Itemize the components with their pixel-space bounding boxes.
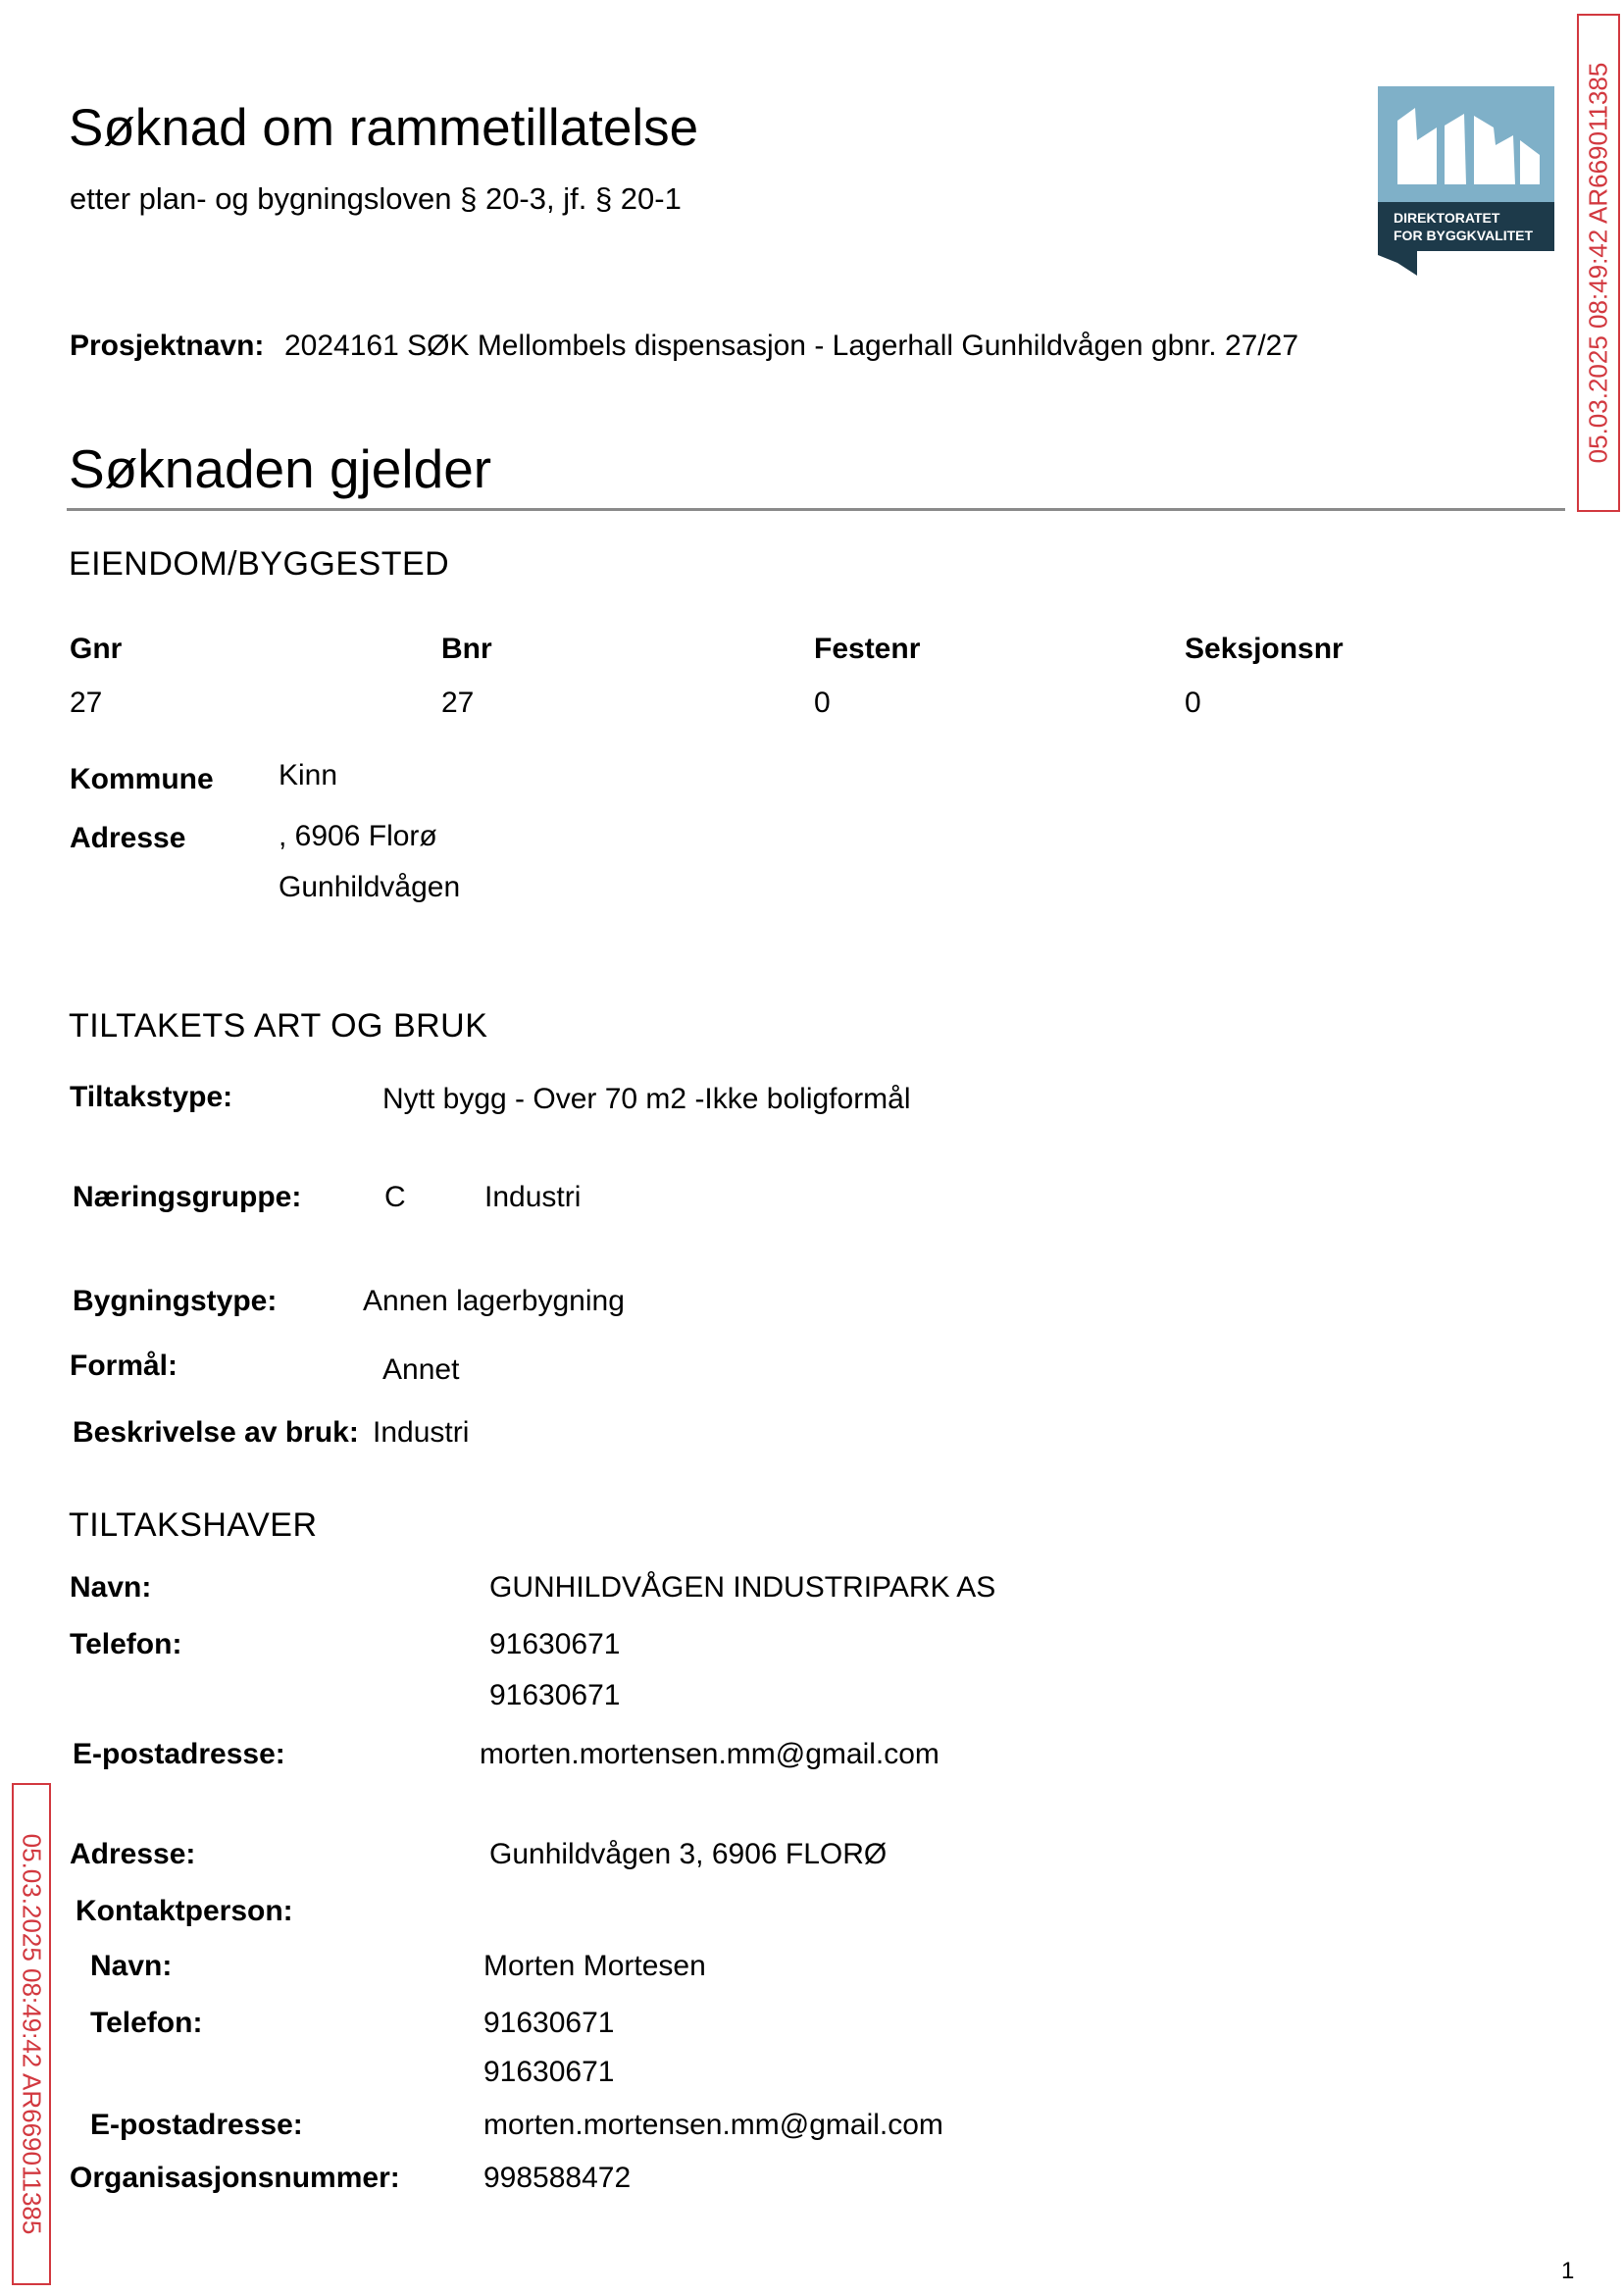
project-label: Prosjektnavn: <box>70 330 265 362</box>
section-title: Søknaden gjelder <box>69 438 492 499</box>
stamp-text: 05.03.2025 08:49:42 AR669011385 <box>17 1833 47 2235</box>
document-title: Søknad om rammetillatelse <box>69 99 699 157</box>
tiltakstype-value: Nytt bygg - Over 70 m2 -Ikke boligformål <box>382 1083 911 1115</box>
col-bnr-label: Bnr <box>441 633 492 665</box>
th-navn-value: GUNHILDVÅGEN INDUSTRIPARK AS <box>489 1571 996 1604</box>
gnr-value: 27 <box>70 687 103 719</box>
eiendom-heading: EIENDOM/BYGGESTED <box>69 545 450 583</box>
tiltak-heading: TILTAKETS ART OG BRUK <box>69 1007 488 1045</box>
document-subtitle: etter plan- og bygningsloven § 20-3, jf. § 20-1 <box>70 181 682 216</box>
adresse-label: Adresse <box>70 822 186 854</box>
th-telefon-label: Telefon: <box>70 1628 182 1660</box>
orgnr-label: Organisasjonsnummer: <box>70 2162 400 2194</box>
festenr-value: 0 <box>814 687 831 719</box>
dibk-logo-mark <box>1378 86 1554 276</box>
kp-navn-value: Morten Mortesen <box>483 1950 706 1982</box>
formal-label: Formål: <box>70 1350 178 1382</box>
th-epost-value: morten.mortensen.mm@gmail.com <box>480 1738 939 1770</box>
dibk-logo <box>1378 86 1554 276</box>
th-navn-label: Navn: <box>70 1571 152 1604</box>
adresse-line2: Gunhildvågen <box>279 871 461 903</box>
formal-value: Annet <box>382 1353 460 1386</box>
kp-epost-label: E-postadresse: <box>90 2109 303 2141</box>
naeringsgruppe-code: C <box>384 1181 406 1213</box>
adresse-line1: , 6906 Florø <box>279 820 437 852</box>
stamp-text: 05.03.2025 08:49:42 AR669011385 <box>1583 62 1613 464</box>
orgnr-value: 998588472 <box>483 2162 632 2194</box>
tiltakstype-label: Tiltakstype: <box>70 1081 233 1113</box>
th-telefon-2: 91630671 <box>489 1679 621 1711</box>
naeringsgruppe-value: Industri <box>484 1181 582 1213</box>
kp-telefon-1: 91630671 <box>483 2007 615 2039</box>
section-divider <box>67 508 1565 511</box>
tiltakshaver-heading: TILTAKSHAVER <box>69 1506 318 1544</box>
kommune-value: Kinn <box>279 759 338 791</box>
col-gnr-label: Gnr <box>70 633 123 665</box>
naeringsgruppe-label: Næringsgruppe: <box>73 1181 302 1213</box>
kp-telefon-2: 91630671 <box>483 2056 615 2088</box>
th-epost-label: E-postadresse: <box>73 1738 285 1770</box>
logo-text-line2: FOR BYGGKVALITET <box>1394 228 1534 243</box>
logo-text-line1: DIREKTORATET <box>1394 210 1500 226</box>
th-adresse-value: Gunhildvågen 3, 6906 FLORØ <box>489 1838 888 1870</box>
kp-navn-label: Navn: <box>90 1950 173 1982</box>
beskrivelse-label: Beskrivelse av bruk: <box>73 1416 359 1449</box>
page-number: 1 <box>1561 2258 1575 2284</box>
th-telefon-1: 91630671 <box>489 1628 621 1660</box>
kp-epost-value: morten.mortensen.mm@gmail.com <box>483 2109 943 2141</box>
col-seksjonsnr-label: Seksjonsnr <box>1185 633 1344 665</box>
bygningstype-value: Annen lagerbygning <box>363 1285 625 1317</box>
project-value: 2024161 SØK Mellombels dispensasjon - Lagerhall Gunhildvågen gbnr. 27/27 <box>284 330 1299 362</box>
bnr-value: 27 <box>441 687 475 719</box>
col-festenr-label: Festenr <box>814 633 921 665</box>
beskrivelse-value: Industri <box>373 1416 470 1449</box>
kontaktperson-label: Kontaktperson: <box>76 1895 293 1927</box>
received-stamp-top <box>1577 14 1620 512</box>
seksjonsnr-value: 0 <box>1185 687 1201 719</box>
kp-telefon-label: Telefon: <box>90 2007 203 2039</box>
kommune-label: Kommune <box>70 763 214 795</box>
bygningstype-label: Bygningstype: <box>73 1285 278 1317</box>
th-adresse-label: Adresse: <box>70 1838 196 1870</box>
received-stamp-side <box>12 1783 51 2285</box>
